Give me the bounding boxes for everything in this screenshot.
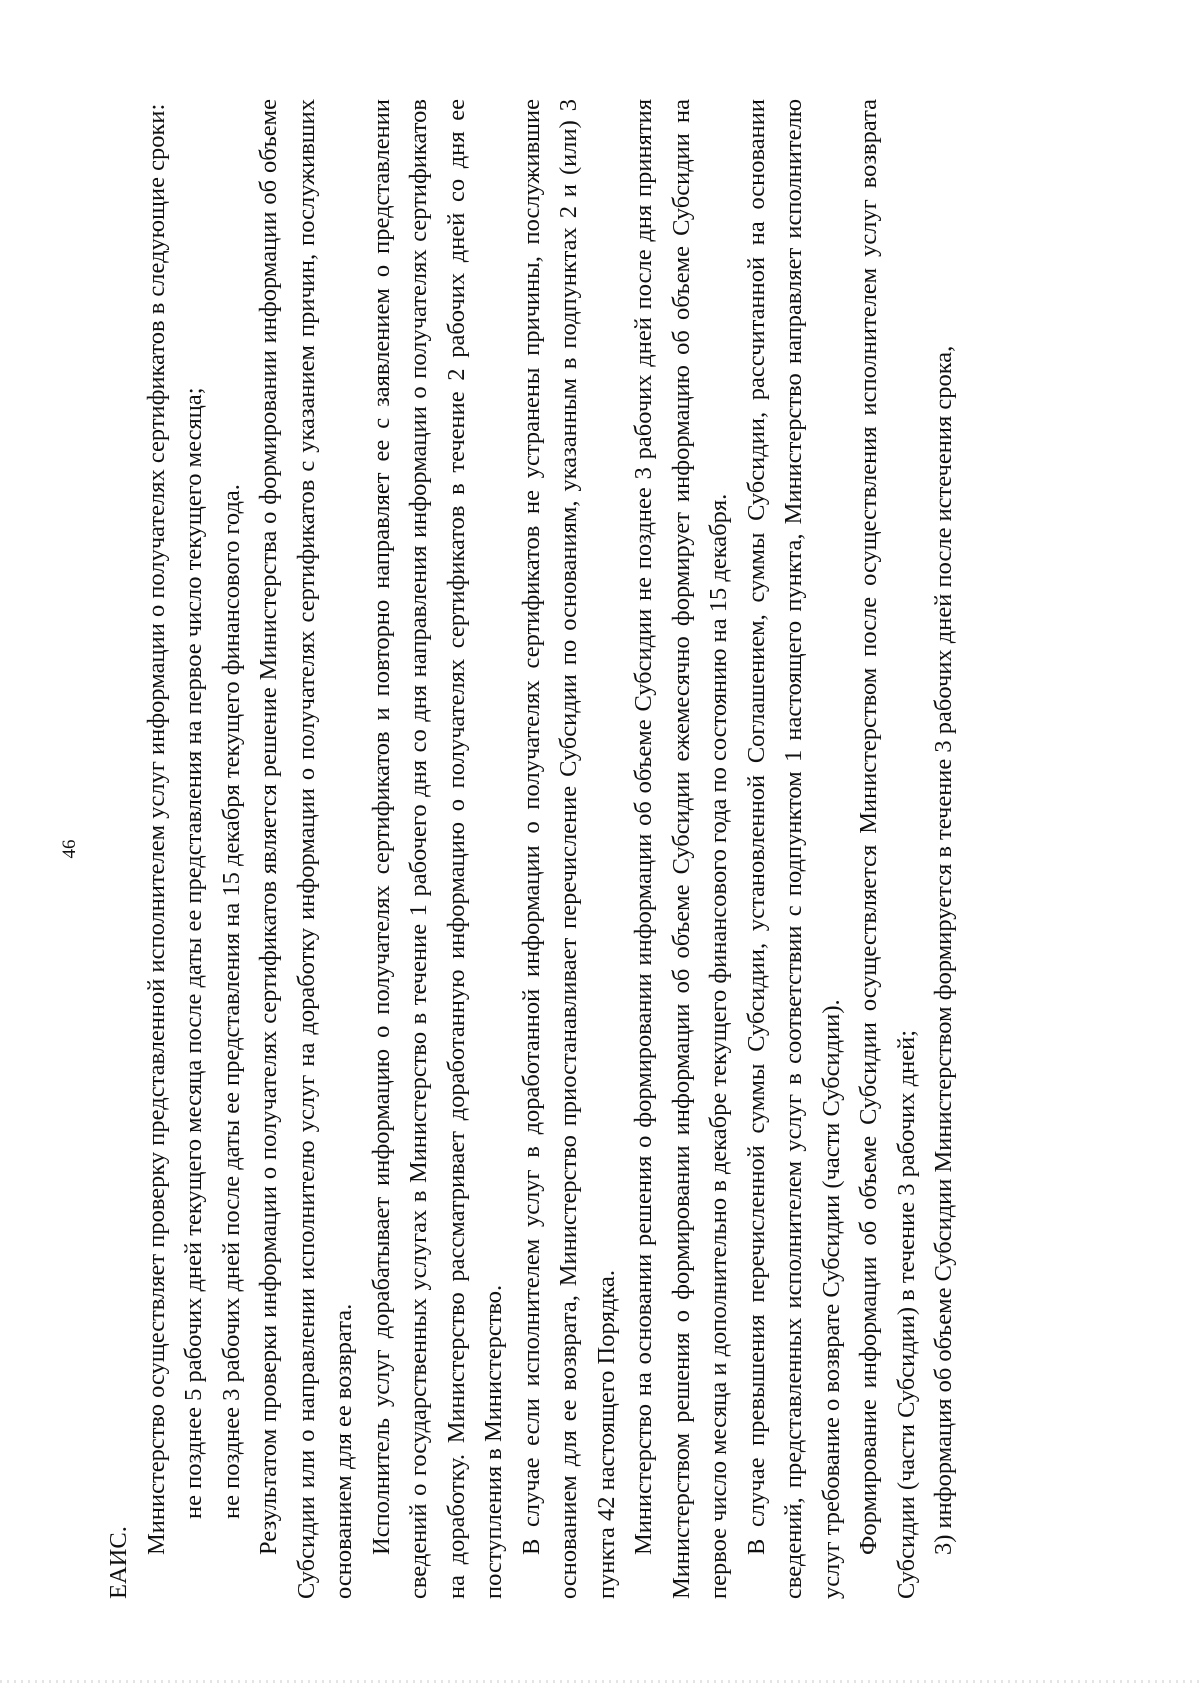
paragraph-suspension: В случае если исполнителем услуг в доработанной информации о получателях сертификатов не устранены причины, послужившие основанием для ее возврата, Министерство приостанавливает перечисление Субсидии по основаниям, указанным в подпунктах 2 и (или) 3 пункта 42 настоящего Порядка. bbox=[517, 99, 620, 1599]
page-number: 46 bbox=[59, 839, 80, 859]
paragraph-eais: ЕАИС. bbox=[105, 1526, 132, 1599]
paragraph-item-3: 3) информация об объеме Субсидии Министерством формируется в течение 3 рабочих дней после истечения срока, bbox=[930, 345, 957, 1555]
paragraph-verification: Министерство осуществляет проверку представленной исполнителем услуг информации о получателях сертификатов в следующие сроки: bbox=[142, 103, 170, 1555]
paragraph-rework: Исполнитель услуг дорабатывает информацию о получателях сертификатов и повторно направляет ее с заявлением о представлении сведений о государственных услугах в Министерство в течение 1 рабочего дня со дня направления информации о получателях сертификатов на доработку. Министерство рассматривает доработанную информацию о получателях сертификатов в течение 2 рабочих дней со дня ее поступления в Министерство. bbox=[367, 99, 507, 1599]
paragraph-formation-after-return: Формирование информации об объеме Субсидии осуществляется Министерством после осуществления исполнителем услуг возврата Субсидии (части Субсидии) в течение 3 рабочих дней; bbox=[855, 99, 920, 1599]
scan-artifact-line bbox=[0, 1680, 1200, 1683]
rotated-text-block bbox=[59, 99, 1100, 1599]
paragraph-excess: В случае превышения перечисленной суммы Субсидии, установленной Соглашением, суммы Субсидии, рассчитанной на основании сведений, представленных исполнителем услуг в соответствии с подпунктом 1 настоящего пункта, Министерство направляет исполнителю услуг требование о возврате Субсидии (части Субсидии). bbox=[742, 99, 845, 1599]
paragraph-subsidy-volume: Министерство на основании решения о формировании информации об объеме Субсидии не позднее 3 рабочих дней после дня принятия Министерством решения о формировании информации об объеме Субсидии ежемесячно формирует информацию об объеме Субсидии на первое число месяца и дополнительно в декабре текущего финансового года по состоянию на 15 декабря. bbox=[630, 99, 732, 1599]
paragraph-deadline-december: не позднее 3 рабочих дней после даты ее представления на 15 декабря текущего финансового года. bbox=[217, 484, 245, 1519]
paragraph-result-of-check: Результатом проверки информации о получателях сертификатов является решение Министерства о формировании информации об объеме Субсидии или о направлении исполнителю услуг на доработку информации о получателях сертификатов с указанием причин, послуживших основанием для ее возврата. bbox=[255, 99, 357, 1599]
paragraph-deadline-monthly: не позднее 5 рабочих дней текущего месяца после даты ее представления на первое число текущего месяца; bbox=[180, 387, 207, 1519]
